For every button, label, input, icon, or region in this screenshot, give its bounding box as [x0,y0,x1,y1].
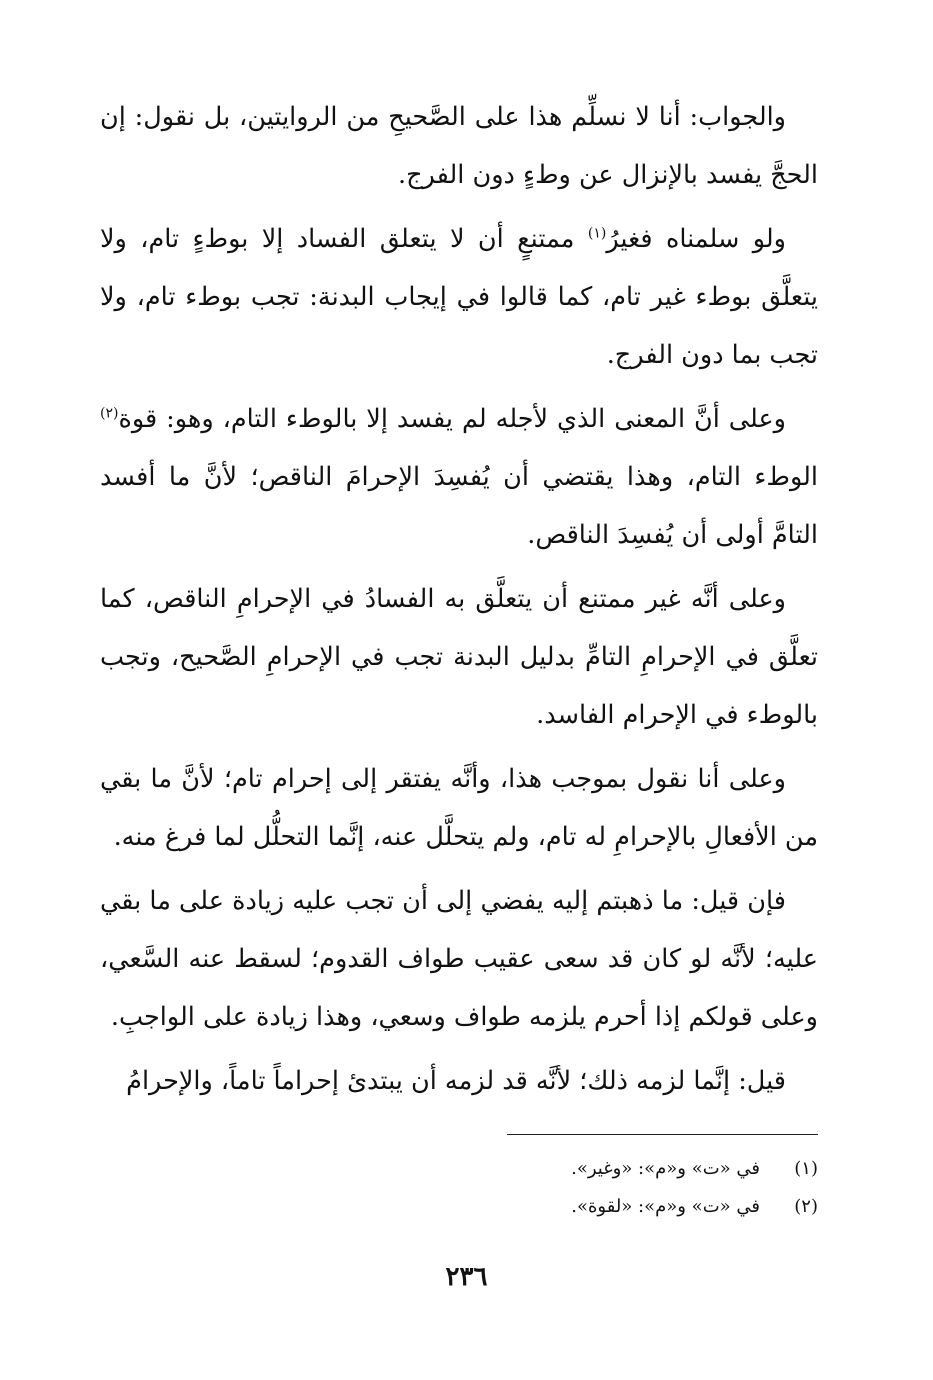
footnotes [100,1150,818,1226]
paragraph [100,570,818,744]
paragraph [100,390,818,564]
footnote-text: في «ت» و«م»: «لقوة». [571,1196,760,1217]
footnote-number: (٢) [794,1196,818,1217]
paragraph [100,210,818,384]
paragraph [100,750,818,866]
paragraph-text: والجواب: أنا لا نسلِّم هذا على الصَّحيحِ من الروايتين، بل نقول: إن الحجَّ يفسد بالإنزال عن وطءٍ دون الفرج. [100,102,818,190]
footnote-ref: (١) [587,225,607,242]
paragraph [100,872,818,1046]
footnote [100,1150,818,1188]
paragraph-text: وعلى أنا نقول بموجب هذا، وأنَّه يفتقر إلى إحرام تام؛ لأنَّ ما بقي من الأفعالِ بالإحرامِ له تام، ولم يتحلَّل عنه، إنَّما التحلُّل لما فرغ منه. [100,764,818,852]
footnote-divider [507,1134,818,1135]
main-text [100,88,818,1116]
footnote-ref: (٢) [100,405,119,422]
paragraph-text: وعلى أنَّه غير ممتنع أن يتعلَّق به الفسادُ في الإحرامِ الناقص، كما تعلَّق في الإحرامِ التامِّ بدليل البدنة تجب في الإحرامِ الصَّحيح، وتجب بالوطء في الإحرام الفاسد. [100,584,818,730]
footnote-number: (١) [794,1158,818,1179]
paragraph-text: وعلى أنَّ المعنى الذي لأجله لم يفسد إلا بالوطء التام، وهو: قوة [118,404,786,434]
paragraph-text: ممتنعٍ أن لا يتعلق الفساد إلا بوطءٍ تام، ولا يتعلَّق بوطء غير تام، كما قالوا في إيجاب البدنة: تجب بوطء تام، ولا تجب بما دون الفرج. [100,224,818,370]
paragraph [100,88,818,204]
paragraph-text: قيل: إنَّما لزمه ذلك؛ لأنَّه قد لزمه أن يبتدئ إحراماً تاماً، والإحرامُ [126,1066,786,1096]
footnote [100,1188,818,1226]
paragraph-text: الوطء التام، وهذا يقتضي أن يُفسِدَ الإحرامَ الناقص؛ لأنَّ ما أفسد التامَّ أولى أن يُفسِدَ الناقص. [100,462,818,550]
page-number: ٢٣٦ [445,1262,488,1292]
paragraph-text: فإن قيل: ما ذهبتم إليه يفضي إلى أن تجب عليه زيادة على ما بقي عليه؛ لأنَّه لو كان قد سعى عقيب طواف القدوم؛ لسقط عنه السَّعي، وعلى قولكم إذا أحرم يلزمه طواف وسعي، وهذا زيادة على الواجبِ. [100,886,818,1032]
paragraph [100,1052,818,1110]
paragraph-text: ولو سلمناه فغيرُ [606,224,786,254]
footnote-text: في «ت» و«م»: «وغير». [571,1158,760,1179]
